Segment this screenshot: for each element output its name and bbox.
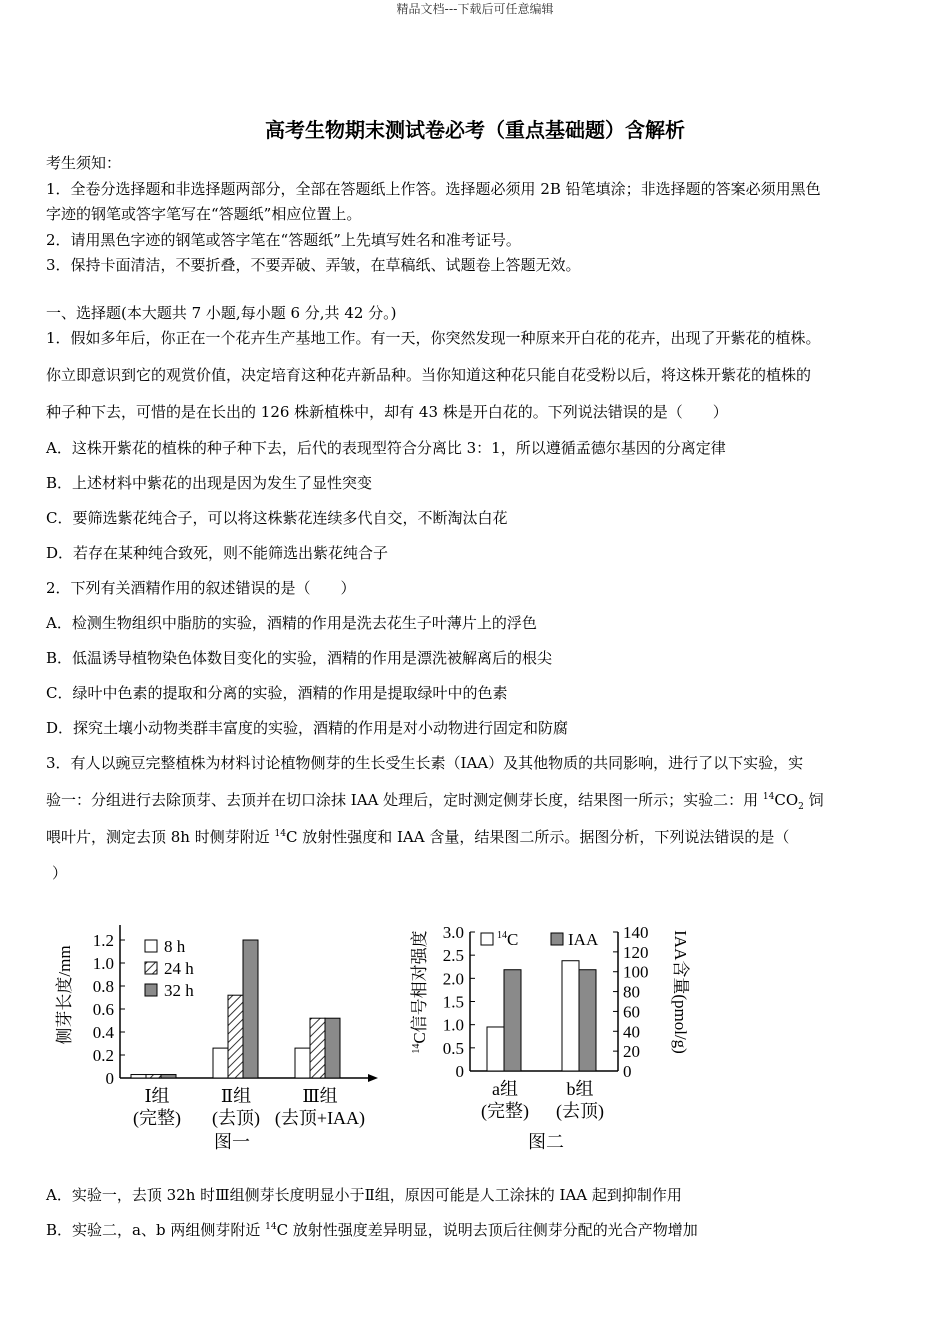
legend-label-8h: 8 h [164, 937, 186, 956]
q3-line-2 [46, 789, 824, 810]
q1-option-d: D．若存在某种纯合致死，则不能筛选出紫花纯合子 [46, 544, 389, 562]
figure-1-y-tick-label: 0.6 [92, 1000, 114, 1019]
q1-option-a: A．这株开紫花的植株的种子种下去，后代的表现型符合分离比 3：1，所以遵循孟德尔基因的分离定律 [46, 439, 726, 457]
legend-swatch-iaa [551, 933, 563, 945]
figure-1-y-tick-label: 0.2 [92, 1046, 114, 1065]
q3-line-3-text: 喂叶片，测定去顶 8h 时侧芽附近 [46, 828, 275, 846]
q3-option-b-end: C 放射性强度差异明显，说明去顶后往侧芽分配的光合产物增加 [276, 1221, 698, 1239]
figure-1-y-label-text: 侧芽长度/mm [55, 945, 74, 1045]
notice-item-2: 2．请用黑色字迹的钢笔或答字笔在“答题纸”上先填写姓名和准考证号。 [46, 231, 521, 249]
figure-1-legend [145, 937, 194, 1000]
figure-2-x-sublabel: (完整) [481, 1101, 529, 1121]
figure-1-y-tick-label: 1.0 [92, 954, 114, 973]
figure-2-y-tick-right-label: 0 [623, 1062, 632, 1081]
watermark: 精品文档---下载后可任意编辑 [396, 2, 554, 16]
figure-1-x-sublabel: (去顶+IAA) [274, 1108, 366, 1128]
figure-2-y-tick-right-label: 40 [623, 1022, 640, 1042]
figure-2-bar [579, 970, 596, 1071]
figure-1-bar [295, 1048, 310, 1078]
legend-label-14c [497, 930, 518, 949]
figure-2-y-label-right: IAA含量(pmol/g) [671, 930, 690, 1054]
figure-2-y-tick-right-label: 120 [623, 942, 649, 962]
figure-1-bar [310, 1018, 325, 1078]
figure-2-bar [562, 961, 579, 1071]
figure-1-bar [325, 1018, 340, 1078]
legend-swatch-24h [145, 962, 157, 974]
q3-line-2-co: CO [774, 791, 799, 809]
legend-swatch-8h [145, 940, 157, 952]
q2-option-c: C．绿叶中色素的提取和分离的实验，酒精的作用是提取绿叶中的色素 [46, 684, 508, 702]
legend-swatch-32h [145, 984, 157, 996]
figure-1-bar [213, 1048, 228, 1078]
figure-2-y-tick-right-label: 80 [623, 982, 640, 1002]
figure-2-y-label-left [410, 930, 429, 1053]
figure-1-bar [228, 995, 243, 1078]
legend-label-24h: 24 h [164, 959, 194, 978]
figure-2 [410, 923, 690, 1152]
figure-2-y-tick-left-label: 1.5 [442, 992, 464, 1012]
q3-line-2-text: 验一：分组进行去除顶芽、去顶并在切口涂抹 IAA 处理后，定时测定侧芽长度，结果图一所示；实验二：用 [46, 791, 763, 809]
legend-label-14c-text: C [507, 930, 519, 949]
q2-option-b: B．低温诱导植物染色体数目变化的实验，酒精的作用是漂洗被解离后的根尖 [46, 649, 553, 667]
figure-2-y-tick-right-label: 100 [623, 962, 649, 982]
figure-1-y-tick-label: 0.4 [92, 1023, 114, 1042]
q3-option-b-text: B．实验二，a、b 两组侧芽附近 [46, 1221, 266, 1239]
figure-2-y-tick-right-label: 140 [623, 923, 649, 942]
q2-option-d: D．探究土壤小动物类群丰富度的实验，酒精的作用是对小动物进行固定和防腐 [46, 719, 569, 737]
figure-1-x-sublabel: (完整) [133, 1108, 181, 1128]
figure-2-y-tick-left-label: 1.0 [442, 1015, 464, 1035]
figure-2-y-tick-right-label: 60 [623, 1002, 640, 1022]
q2-stem: 2．下列有关酒精作用的叙述错误的是（ ） [46, 579, 356, 597]
figure-2-legend [481, 930, 599, 949]
figure-1-x-label: Ⅱ组 [220, 1086, 252, 1106]
notice-heading: 考生须知： [46, 154, 122, 172]
q3-line-2-sup: 14 [762, 792, 775, 802]
figure-2-y-tick-right-label: 20 [623, 1042, 640, 1062]
section-heading: 一、选择题(本大题共 7 小题,每小题 6 分,共 42 分。) [46, 304, 397, 322]
legend-label-14c-sup: 14 [497, 930, 507, 941]
figure-1-x-sublabel: (去顶) [212, 1108, 260, 1128]
figure-1-y-tick-label: 1.2 [92, 931, 114, 950]
notice-item-1a: 1．全卷分选择题和非选择题两部分，全部在答题纸上作答。选择题必须用 2B 铅笔填涂；非选择题的答案必须用黑色 [46, 180, 821, 198]
q3-line-3 [46, 826, 789, 847]
figure-2-bar [504, 970, 521, 1071]
figure-1-y-tick-label: 0.8 [92, 977, 114, 996]
q1-line-3: 种子种下去，可惜的是在长出的 126 株新植株中，却有 43 株是开白花的。下列说法错误的是（ ） [46, 403, 728, 421]
figure-2-x-label: b组 [566, 1079, 594, 1099]
figure-1-bar [146, 1075, 161, 1078]
q1-line-2: 你立即意识到它的观赏价值，决定培育这种花卉新品种。当你知道这种花只能自花受粉以后，将这株开紫花的植株的 [46, 366, 812, 384]
figure-2-y-label-left-text: C信号相对强度 [410, 930, 429, 1044]
figure-2-y-tick-left-label: 2.5 [442, 946, 464, 966]
figure-1-title: 图一 [214, 1132, 250, 1152]
figure-1-x-label: Ⅰ组 [144, 1086, 170, 1106]
figure-2-y-tick-left-label: 3.0 [442, 923, 464, 942]
legend-label-32h: 32 h [164, 981, 194, 1000]
figure-2-bar [487, 1027, 504, 1071]
figure-2-y-label-left-sup: 14 [411, 1043, 422, 1054]
q3-option-b [46, 1219, 698, 1240]
legend-swatch-14c [481, 933, 493, 945]
q3-line-2-end: 饲 [803, 791, 824, 809]
q3-line-1: 3．有人以豌豆完整植株为材料讨论植物侧芽的生长受生长素（IAA）及其他物质的共同影响，进行了以下实验，实 [46, 754, 804, 772]
notice-item-3: 3．保持卡面清洁，不要折叠，不要弄破、弄皱，在草稿纸、试题卷上答题无效。 [46, 256, 581, 274]
figure-1-bar [161, 1075, 176, 1078]
figures-svg [0, 905, 950, 1165]
q3-option-a: A．实验一，去顶 32h 时Ⅲ组侧芽长度明显小于Ⅱ组，原因可能是人工涂抹的 IAA 起到抑制作用 [46, 1186, 682, 1204]
figure-1-y-tick-label: 0 [105, 1069, 114, 1088]
q3-line-4: ） [52, 864, 68, 882]
figure-1 [55, 925, 378, 1152]
figure-1-y-label [55, 945, 74, 1044]
q1-option-c: C．要筛选紫花纯合子，可以将这株紫花连续多代自交，不断淘汰白花 [46, 509, 508, 527]
figure-2-y-tick-left-label: 0.5 [442, 1038, 464, 1058]
notice-item-1b: 字迹的钢笔或答字笔写在“答题纸”相应位置上。 [46, 205, 362, 223]
figure-2-y-tick-left-label: 2.0 [442, 969, 464, 989]
figure-1-x-arrow [368, 1074, 378, 1082]
figure-2-title: 图二 [528, 1132, 564, 1152]
q3-option-b-sup: 14 [265, 1222, 277, 1232]
q1-line-1: 1．假如多年后，你正在一个花卉生产基地工作。有一天，你突然发现一种原来开白花的花卉，出现了开紫花的植株。 [46, 329, 821, 347]
figure-2-x-label: a组 [492, 1079, 518, 1099]
legend-label-iaa: IAA [568, 930, 599, 949]
q3-line-3-end: C 放射性强度和 IAA 含量，结果图二所示。据图分析，下列说法错误的是（ [285, 828, 790, 846]
q3-line-3-sup: 14 [274, 829, 286, 839]
figure-2-y-tick-left-label: 0 [455, 1062, 464, 1081]
figure-1-bar [131, 1075, 146, 1078]
figure-1-bar [243, 940, 258, 1078]
figure-1-x-label: Ⅲ组 [302, 1086, 338, 1106]
q3-line-2-sub: 2 [798, 802, 804, 812]
q2-option-a: A．检测生物组织中脂肪的实验，酒精的作用是洗去花生子叶薄片上的浮色 [46, 614, 537, 632]
q1-option-b: B．上述材料中紫花的出现是因为发生了显性突变 [46, 474, 373, 492]
page-title: 高考生物期末测试卷必考（重点基础题）含解析 [265, 118, 685, 142]
figure-2-x-sublabel: (去顶) [556, 1101, 604, 1121]
